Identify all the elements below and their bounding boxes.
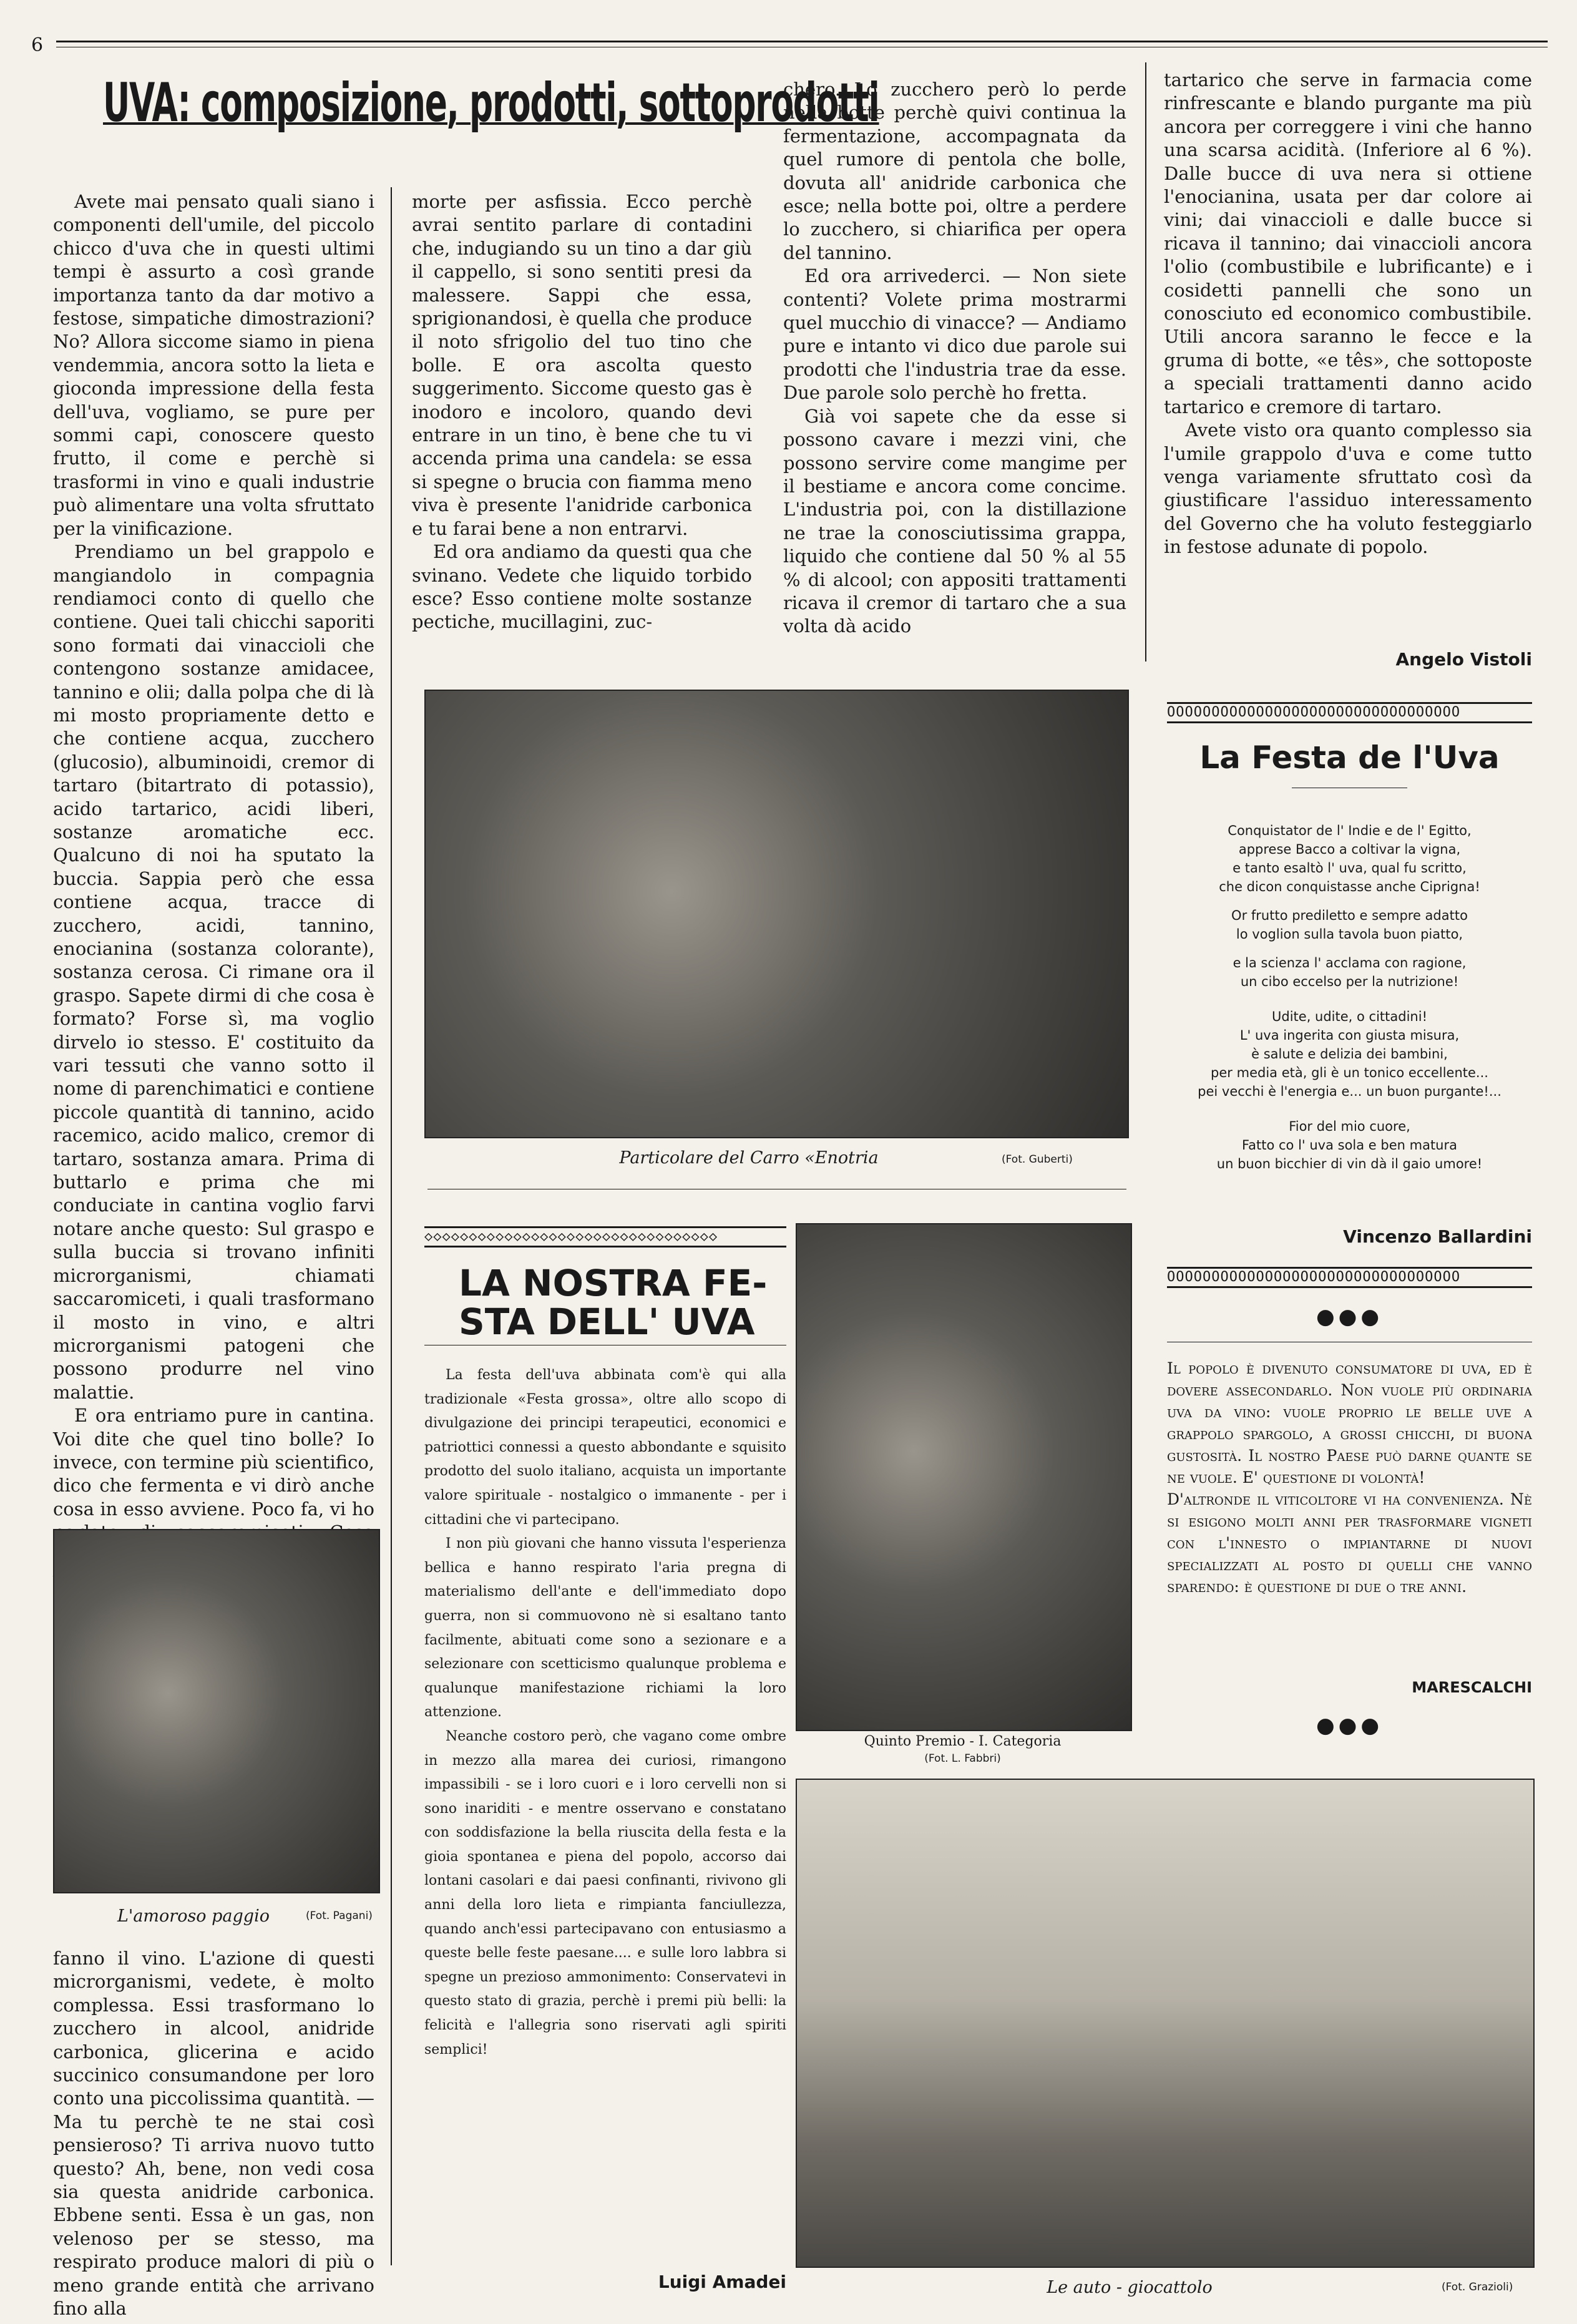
poem-title: La Festa de l'Uva xyxy=(1199,740,1500,776)
article2-author: Luigi Amadei xyxy=(658,2272,786,2292)
photo-auto-giocattolo xyxy=(796,1779,1535,2268)
page-number: 6 xyxy=(31,34,44,56)
photo-credit: (Fot. Grazioli) xyxy=(1442,2281,1513,2293)
column-divider xyxy=(1145,62,1146,662)
ornament-border: ◇◇◇◇◇◇◇◇◇◇◇◇◇◇◇◇◇◇◇◇◇◇◇◇◇◇◇◇◇◇◇◇◇ xyxy=(424,1226,786,1247)
poem-line: e la scienza l' acclama con ragione, xyxy=(1233,955,1467,970)
article2-title xyxy=(459,1264,767,1341)
poem-body xyxy=(1167,811,1532,1173)
article1-column4 xyxy=(1164,69,1532,559)
article2-paragraph: La festa dell'uva abbinata com'è qui alla tradizionale «Festa grossa», oltre allo scopo di divulgazione dei principi terapeutici, economici e patriottici connessi a questo abbondante e squisito prodotto del suolo italiano, acquista un importante valore spirituale - nostalgico o immanente - per i cittadini che vi partecipano. xyxy=(424,1367,786,1528)
poem-line: lo voglion sulla tavola buon piatto, xyxy=(1236,927,1463,942)
article-title: UVA: composizione, prodotti, sottoprodotti xyxy=(103,72,879,134)
photo-carro-enotria xyxy=(424,690,1129,1138)
article1-author: Angelo Vistoli xyxy=(1395,649,1532,670)
article2-title-line: STA DELL' UVA xyxy=(459,1301,755,1343)
separator-dots: ●●● xyxy=(1316,1713,1383,1738)
article1-paragraph: Avete mai pensato quali siano i componenti dell'umile, del piccolo chicco d'uva che in questi ultimi tempi è assurto a così grande importanza tanto da dar motivo a festose, simpatiche dimostrazioni? No? Allora siccome siamo in piena vendemmia, ancora sotto la lieta e gioconda impressione della festa dell'uva, vogliamo, se pure per sommi capi, conoscere questo frutto, il come e perchè si trasformi in vino e quali industrie può alimentare una volta sfruttato per la vinificazione. xyxy=(53,191,374,539)
note-paragraph: D'altronde il viticoltore vi ha convenienza. Nè si esigono molti anni per trasformare vigneti con l'innesto o impiantarne di nuovi specializzati al posto di quelli che vanno sparendo: è questione di due o tre anni. xyxy=(1167,1490,1532,1596)
article1-column1-top xyxy=(53,190,374,1614)
poem-stanza xyxy=(1167,1117,1532,1173)
poem-author: Vincenzo Ballardini xyxy=(1343,1226,1532,1247)
photo-caption: Particolare del Carro «Enotria xyxy=(619,1148,879,1168)
article1-column3 xyxy=(783,78,1126,638)
article1-column2 xyxy=(412,190,752,634)
article2-paragraph: I non più giovani che hanno vissuta l'esperienza bellica e hanno respirato l'aria pregna di materialismo dell'ante e dell'immediato dopo guerra, non si commuovono nè si esaltano tanto facilmente, abituati come sono a sezionare e a selezionare con scetticismo qualunque problema e qualunque manifestazione richiami la loro attenzione. xyxy=(424,1536,786,1721)
poem-line: Fatto co l' uva sola e ben matura xyxy=(1241,1138,1457,1153)
article2-body xyxy=(424,1364,786,2062)
note-paragraph: Il popolo è divenuto consumatore di uva, ed è dovere assecondarlo. Non vuole più ordinaria uva da vino: vuole proprio le belle uve a grappolo spargolo, a grossi chicchi, di buona gustosità. Il nostro Paese può darne quante se ne vuole. E' questione di volontà! xyxy=(1167,1359,1532,1487)
poem-line: che dicon conquistasse anche Ciprigna! xyxy=(1219,879,1480,894)
photo-caption: L'amoroso paggio xyxy=(117,1907,270,1926)
article1-paragraph: morte per asfissia. Ecco perchè avrai sentito parlare di contadini che, indugiando su un tino a dar giù il cappello, si sono sentiti presi da malessere. Sappi che essa, sprigionandosi, è quella che produce il noto sfrigolio del tuo tino che bolle. E ora ascolta questo suggerimento. Siccome questo gas è inodoro e incoloro, quando devi entrare in un tino, è bene che tu vi accenda prima una candela: se essa si spegne o brucia con fiamma meno viva è presente l'anidride carbonica e tu farai bene a non entrarvi. xyxy=(412,191,752,539)
photo-caption: Quinto Premio - I. Categoria xyxy=(864,1734,1062,1749)
photo-amoroso-paggio xyxy=(53,1529,380,1893)
poem-stanza xyxy=(1167,906,1532,944)
article1-paragraph: chero. Lo zucchero però lo perde nella botte perchè quivi continua la fermentazione, accompagnata da quel rumore di pentola che bolle, dovuta all' anidride carbonica che esce; nella botte poi, oltre a perdere lo zucchero, si chiarifica per opera del tannino. xyxy=(783,79,1126,263)
article1-paragraph: Avete visto ora quanto complesso sia l'umile grappolo d'uva e come tutto venga variamente sfruttato così da giustificare l'assiduo interessamento del Governo che ha voluto festeggiarlo in festose adunate di popolo. xyxy=(1164,419,1532,558)
column-divider xyxy=(391,187,392,2265)
article2-title-line: LA NOSTRA FE- xyxy=(459,1262,768,1304)
poem-line: Udite, udite, o cittadini! xyxy=(1272,1009,1427,1024)
article1-paragraph: fanno il vino. L'azione di questi microrganismi, vedete, è molto complessa. Essi trasformano lo zucchero in alcool, anidride carbonica, glicerina e acido succinico consumandone per loro conto una piccolissima quantità. — Ma tu perchè te ne stai così pensieroso? Ti arriva nuovo tutto questo? Ah, bene, non vedi cosa sia questa anidride carbonica. Ebbene senti. Essa è un gas, non velenoso per se stesso, ma respirato produce malori di più o meno grande entità che arrivano fino alla xyxy=(53,1948,374,2320)
poem-line: è salute e delizia dei bambini, xyxy=(1251,1047,1448,1062)
poem-stanza xyxy=(1167,954,1532,991)
photo-credit: (Fot. Guberti) xyxy=(1002,1153,1073,1166)
photo-quinto-premio xyxy=(796,1223,1132,1731)
poem-line: per media età, gli è un tonico eccellente... xyxy=(1211,1065,1488,1080)
poem-line: un cibo eccelso per la nutrizione! xyxy=(1240,974,1459,989)
poem-line: L' uva ingerita con giusta misura, xyxy=(1239,1028,1460,1043)
article1-paragraph: Prendiamo un bel grappolo e mangiandolo in compagnia rendiamoci conto di quello che contiene. Quei tali chicchi saporiti sono formati dai vinaccioli che contengono sostanze amidacee, tannino e olii; dalla polpa che di là mi mosto propriamente detto e che contiene acqua, zucchero (glucosio), albuminoidi, cremor di tartaro (bitartrato di potassio), acido tartarico, acidi liberi, sostanze aromatiche ecc. Qualcuno di noi ha sputato la buccia. Sappia però che essa contiene acqua, tracce di zucchero, acidi, tannino, enocianina (sostanza colorante), sostanza cerosa. Ci rimane ora il graspo. Sapete dirmi di che cosa è formato? Forse sì, ma voglio dirvelo io stesso. E' costituito da vari tessuti che vanno sotto il nome di parenchimatici e contiene piccole quantità di tannino, acido racemico, acido malico, cremor di tartaro, sostanza amara. Prima di buttarlo e prima che mi conduciate in cantina voglio farvi notare anche questo: Sul graspo e sulla buccia si trovano infiniti microrganismi, chiamati saccaromiceti, i quali trasformano il mosto in vino, e altri microrganismi patogeni che possono produrre nel vino malattie. xyxy=(53,541,374,1403)
separator-dots: ●●● xyxy=(1316,1304,1383,1329)
article1-paragraph: Ed ora arrivederci. — Non siete contenti? Volete prima mostrarmi quel mucchio di vinacce? — Andiamo pure e intanto vi dico due parole sui prodotti che l'industria trae da esse. Due parole solo perchè ho fretta. xyxy=(783,265,1126,404)
poem-line: e tanto esaltò l' uva, qual fu scritto, xyxy=(1233,861,1467,876)
article2-paragraph: Neanche costoro però, che vagano come ombre in mezzo alla marea dei curiosi, rimangono impassibili - se i loro cuori e i loro cervelli non si sono inariditi - e mentre osservano e constatano con soddisfazione la bella riuscita della festa e la gioia spontanea e piena del popolo, accorso dai lontani casolari e dai paesi confinanti, rivivono gli anni della loro lieta e rimpianta fanciullezza, quando anch'essi partecipavano con entusiasmo a queste belle feste paesane.... e sulle loro labbra si spegne un prezioso ammonimento: Conservatevi in questo stato di grazia, perchè i premi più belli: la felicità e l'allegria sono riservati agli spiriti semplici! xyxy=(424,1728,786,2058)
article1-paragraph: Già voi sapete che da esse si possono cavare i mezzi vini, che possono servire come mangime per il bestiame e ancora come concime. L'industria poi, con la distillazione ne trae la conosciutissima grappa, liquido che contiene dal 50 % al 55 % di alcool; con appositi trattamenti ricava il cremor di tartaro che a sua volta dà acido xyxy=(783,405,1126,637)
poem-line: Or frutto prediletto e sempre adatto xyxy=(1231,908,1468,923)
poem-line: apprese Bacco a coltivar la vigna, xyxy=(1238,842,1461,857)
poem-stanza xyxy=(1167,1007,1532,1101)
photo-caption: Le auto - giocattolo xyxy=(1047,2278,1213,2297)
poem-line: Fior del mio cuore, xyxy=(1289,1119,1410,1134)
photo-credit: (Fot. Pagani) xyxy=(306,1910,373,1922)
ornament-border: OOOOOOOOOOOOOOOOOOOOOOOOOOOOOOOOO xyxy=(1167,1267,1532,1288)
article1-paragraph: E ora entriamo pure in cantina. Voi dite che quel tino bolle? Io invece, con termine più scientifico, dico che fermenta e vi dirò anche cosa in esso avviene. Poco fa, vi ho xyxy=(53,1405,374,1520)
article1-paragraph: Ed ora andiamo da questi qua che svinano. Vedete che liquido torbido esce? Esso contiene molte sostanze pectiche, mucillagini, zuc- xyxy=(412,541,752,633)
article1-column1-bottom xyxy=(53,1947,374,2321)
ornament-border: OOOOOOOOOOOOOOOOOOOOOOOOOOOOOOOOO xyxy=(1167,702,1532,723)
poem-stanza xyxy=(1167,821,1532,896)
poem-line: Conquistator de l' Indie e de l' Egitto, xyxy=(1228,823,1472,838)
top-rule xyxy=(56,41,1548,42)
poem-line: un buon bicchier di vin dà il gaio umore! xyxy=(1216,1156,1483,1171)
note-text xyxy=(1167,1357,1532,1598)
note-author: MARESCALCHI xyxy=(1412,1679,1532,1696)
photo-credit: (Fot. L. Fabbri) xyxy=(924,1752,1001,1765)
poem-line: pei vecchi è l'energia e... un buon purgante!... xyxy=(1198,1084,1501,1099)
article1-paragraph: tartarico che serve in farmacia come rinfrescante e blando purgante ma più ancora per correggere i vini che hanno una scarsa acidità. (Inferiore al 6 %). Dalle bucce di uva nera si ottiene l'enocianina, usata per dar colore ai vini; dai vinaccioli e dalle bucce si ricava il tannino; dai vinaccioli ancora l'olio (combustibile e lubrificante) e i cosidetti pannelli che sono un conosciuto ed economico combustibile. Utili ancora saranno le fecce e la gruma di botte, «e tês», che sottoposte a speciali trattamenti danno acido tartarico e cremore di tartaro. xyxy=(1164,69,1532,417)
